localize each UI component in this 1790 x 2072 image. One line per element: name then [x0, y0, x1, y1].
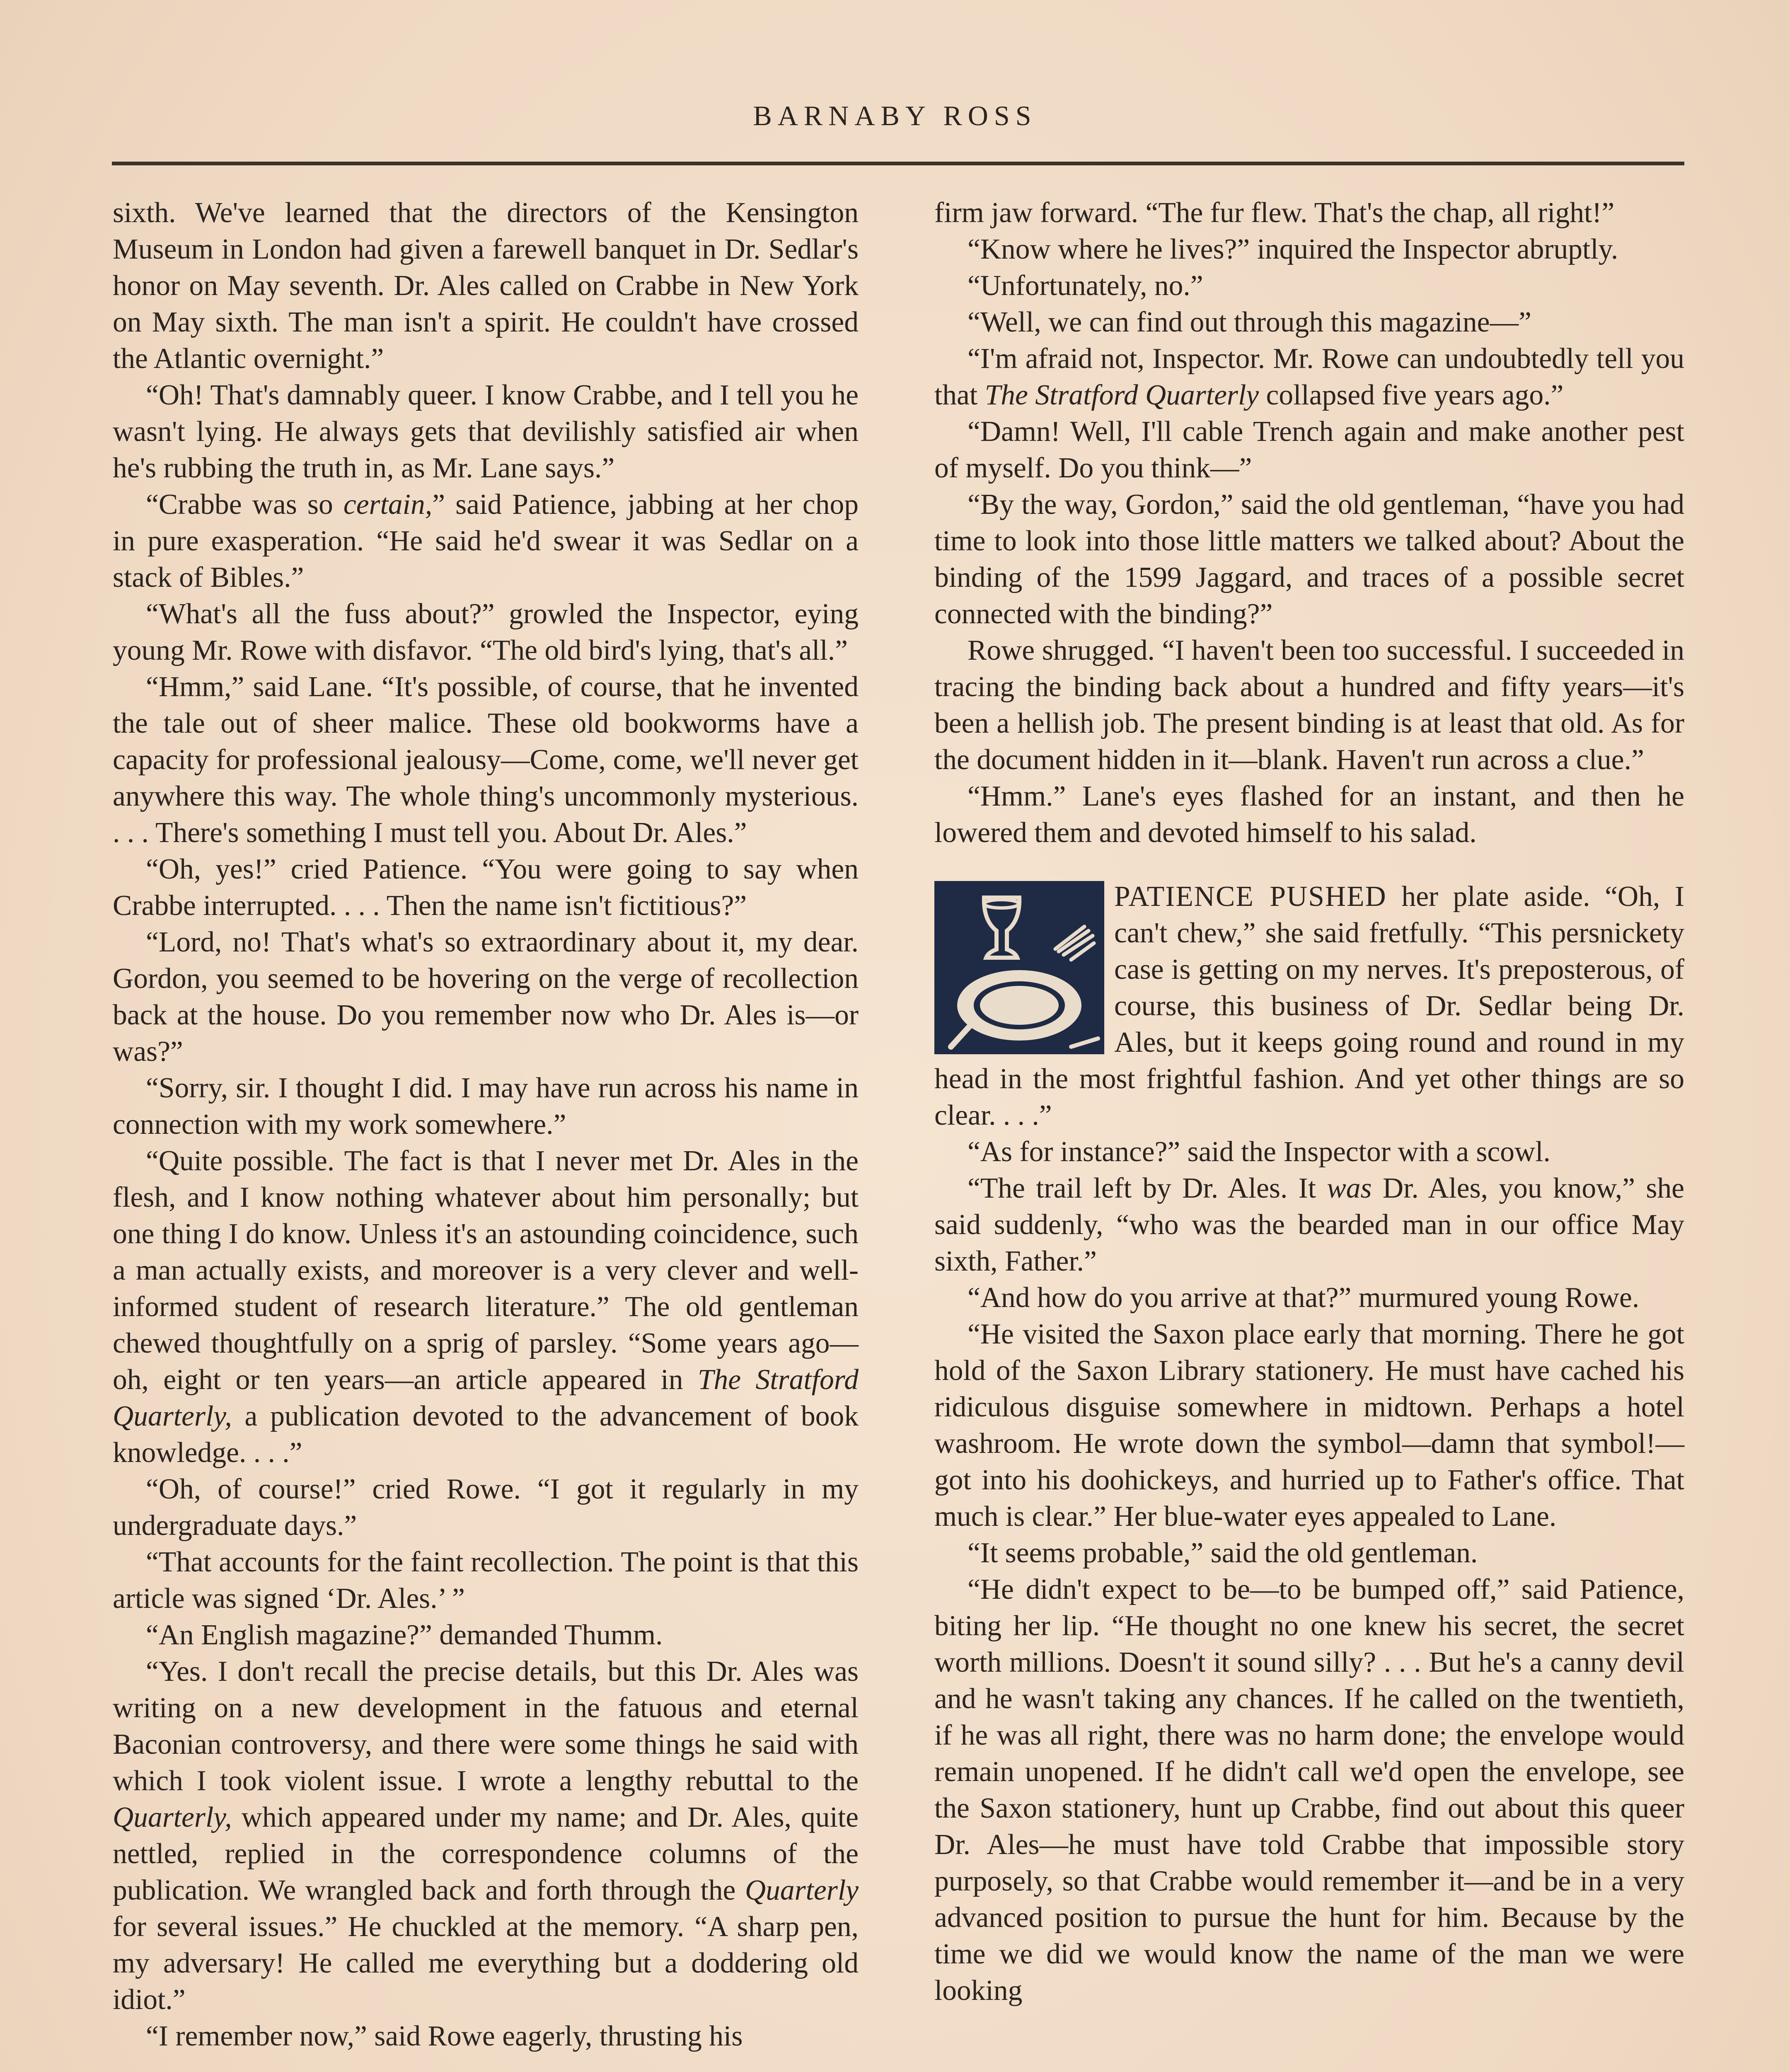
paragraph: “Yes. I don't recall the precise details, but this Dr. Ales was writing on a new development in the fatuous and eternal Baconian controversy, and there were some things he said with which I took violent issue. I wrote a lengthy rebuttal to the Quarterly, which appeared under my name; and Dr. Ales, quite nettled, replied in the correspondence columns of the publication. We wrangled back and forth through the Quarterly for several issues.” He chuckled at the memory. “A sharp pen, my adversary! He called me everything but a doddering old idiot.”	[113, 1656, 859, 2016]
paragraph: “Damn! Well, I'll cable Trench again and make another pest of myself. Do you think—”	[934, 416, 1684, 484]
paragraph: “Oh, of course!” cried Rowe. “I got it regularly in my undergraduate days.”	[113, 1473, 859, 1542]
paragraph: “And how do you arrive at that?” murmured young Rowe.	[968, 1282, 1640, 1314]
paragraph: “Crabbe was so certain,” said Patience, jabbing at her chop in pure exasperation. “He said he'd swear it was Sedlar on a stack of Bibles.”	[113, 489, 859, 593]
paragraph: “Oh, yes!” cried Patience. “You were going to say when Crabbe interrupted. . . . Then the name isn't fictitious?”	[113, 853, 859, 922]
paragraph: “Know where he lives?” inquired the Inspector abruptly.	[968, 233, 1618, 265]
paragraph: “What's all the fuss about?” growled the Inspector, eying young Mr. Rowe with disfavor. “The old bird's lying, that's all.”	[113, 598, 859, 666]
paragraph: “As for instance?” said the Inspector with a scowl.	[968, 1136, 1551, 1168]
paragraph: “Hmm,” said Lane. “It's possible, of course, that he invented the tale out of sheer malice. These old bookworms have a capacity for professional jealousy—Come, come, we'll never get anywhere this way. The whole thing's uncommonly mysterious. . . . There's something I must tell you. About Dr. Ales.”	[113, 671, 859, 849]
paragraph: “Sorry, sir. I thought I did. I may have run across his name in connection with my work somewhere.”	[113, 1072, 859, 1140]
paragraph: “Well, we can find out through this magazine—”	[968, 306, 1531, 338]
header-rule	[112, 162, 1684, 165]
paragraph: “He visited the Saxon place early that morning. There he got hold of the Saxon Library stationery. He must have cached his ridiculous disguise somewhere in midtown. Perhaps a hotel washroom. He wrote down the symbol—damn that symbol!—got into his doohickeys, and hurried up to Father's office. That much is clear.” Her blue-water eyes appealed to Lane.	[934, 1318, 1684, 1532]
section-break	[934, 851, 1684, 879]
paragraph: “He didn't expect to be—to be bumped off,” said Patience, biting her lip. “He thought no one knew his secret, the secret worth millions. Doesn't it sound silly? . . . But he's a canny devil and he wasn't taking any chances. If he called on the twentieth, if he was all right, there was no harm done; the envelope would remain unopened. If he didn't call we'd open the envelope, see the Saxon stationery, hunt up Crabbe, find out about this queer Dr. Ales—he must have told Crabbe that impossible story purposely, so that Crabbe would remember it—and be in a very advanced position to pursue the hunt for him. Because by the time we did we would know the name of the man we were looking	[934, 1573, 1684, 2007]
paragraph: “By the way, Gordon,” said the old gentleman, “have you had time to look into those little matters we talked about? About the binding of the 1599 Jaggard, and traces of a possible secret connected with the binding?”	[934, 489, 1684, 630]
paragraph: “Oh! That's damnably queer. I know Crabbe, and I tell you he wasn't lying. He always gets that devilishly satisfied air when he's rubbing the truth in, as Mr. Lane says.”	[113, 379, 859, 484]
paragraph: “An English magazine?” demanded Thumm.	[146, 1619, 663, 1651]
right-column	[934, 195, 1684, 2009]
paragraph: Rowe shrugged. “I haven't been too successful. I succeeded in tracing the binding back about a hundred and fifty years—it's been a hellish job. The present binding is at least that old. As for the document hidden in it—blank. Haven't run across a clue.”	[934, 634, 1684, 776]
paragraph: “Lord, no! That's what's so extraordinary about it, my dear. Gordon, you seemed to be hovering on the verge of recollection back at the house. Do you remember now who Dr. Ales is—or was?”	[113, 926, 859, 1067]
paragraph: “The trail left by Dr. Ales. It was Dr. Ales, you know,” she said suddenly, “who was the bearded man in our office May sixth, Father.”	[934, 1172, 1684, 1277]
paragraph: “That accounts for the faint recollection. The point is that this article was signed ‘Dr. Ales.’ ”	[113, 1546, 859, 1615]
paragraph: “I'm afraid not, Inspector. Mr. Rowe can undoubtedly tell you that The Stratford Quarterly collapsed five years ago.”	[934, 343, 1684, 411]
running-title: BARNABY ROSS	[753, 100, 1037, 131]
goblet-plate-fork-knife-icon	[934, 881, 1104, 1054]
paragraph: “Unfortunately, no.”	[968, 270, 1203, 302]
paragraph: “Hmm.” Lane's eyes flashed for an instant, and then he lowered them and devoted himself to his salad.	[934, 780, 1684, 849]
paragraph: firm jaw forward. “The fur flew. That's the chap, all right!”	[934, 197, 1615, 229]
paragraph: “It seems probable,” said the old gentleman.	[968, 1537, 1478, 1569]
left-column	[113, 195, 859, 2055]
section-opening-paragraph: PATIENCE PUSHED her plate aside. “Oh, I can't chew,” she said fretfully. “This persnickety case is getting on my nerves. It's preposterous, of course, this business of Dr. Sedlar being Dr. Ales, but it keeps going round and round in my head in the most frightful fashion. And yet other things are so clear. . . .”	[934, 881, 1684, 1131]
paragraph: “I remember now,” said Rowe eagerly, thrusting his	[146, 2020, 743, 2052]
paragraph: sixth. We've learned that the directors of the Kensington Museum in London had given a farewell banquet in Dr. Sedlar's honor on May seventh. Dr. Ales called on Crabbe in New York on May sixth. The man isn't a spirit. He couldn't have crossed the Atlantic overnight.”	[113, 197, 859, 375]
paragraph: “Quite possible. The fact is that I never met Dr. Ales in the flesh, and I know nothing whatever about him personally; but one thing I do know. Unless it's an astounding coincidence, such a man actually exists, and moreover is a very clever and well-informed student of research literature.” The old gentleman chewed thoughtfully on a sprig of parsley. “Some years ago—oh, eight or ten years—an article appeared in The Stratford Quarterly, a publication devoted to the advancement of book knowledge. . . .”	[113, 1145, 859, 1469]
